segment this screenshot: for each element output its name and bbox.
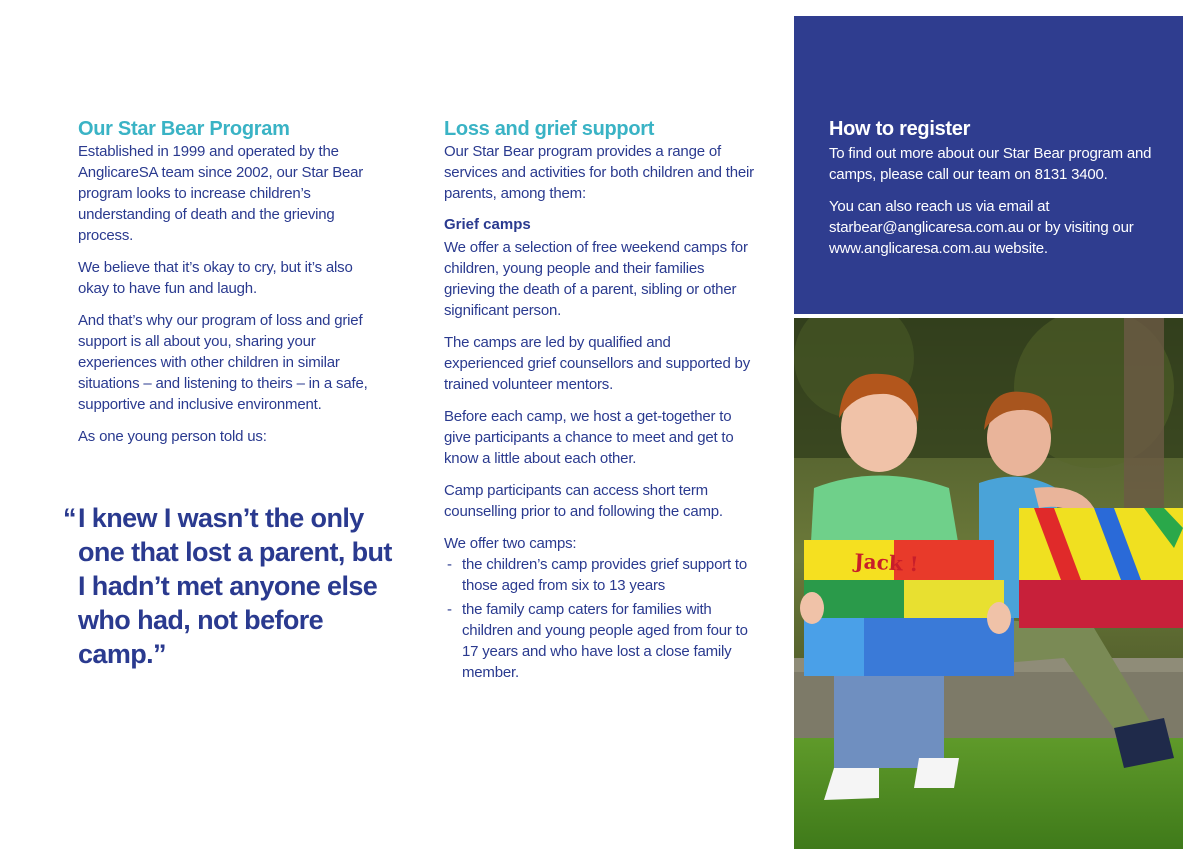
hand (800, 592, 824, 624)
loss-grief-support-section (444, 117, 754, 683)
body-paragraph: We offer two camps: (444, 535, 577, 552)
body-paragraph: The camps are led by qualified and experienced grief counsellors and supported by trained volunteer mentors. (444, 334, 750, 393)
list-item: - the children’s camp provides grief support to those aged from six to 13 years (444, 554, 754, 596)
body-paragraph: Established in 1999 and operated by the AnglicareSA team since 2002, our Star Bear program looks to increase children’s understanding of death and the grieving process. (78, 143, 364, 244)
box-name-label: Jack ! (853, 548, 920, 577)
open-quote-mark: “ (63, 503, 76, 533)
body-paragraph: And that’s why our program of loss and grief support is all about you, sharing your experiences with other children in similar situations – and listening to theirs – in a safe, supportive and inclusive environment. (78, 312, 368, 413)
list-item: - the family camp caters for families with children and young people aged from four to 17 years and who have lost a close family member. (444, 599, 754, 683)
register-panel (794, 16, 1183, 314)
body-paragraph: Camp participants can access short term counselling prior to and following the camp. (444, 482, 723, 520)
right-painted-box (1019, 508, 1183, 628)
pull-quote (63, 501, 398, 671)
subheading: Grief camps (444, 216, 531, 233)
intro-paragraph: Our Star Bear program provides a range of services and activities for both children and their parents, among them: (444, 143, 754, 202)
register-email-paragraph: You can also reach us via email at starbear@anglicaresa.com.au or by visiting our www.anglicaresa.com.au website. (829, 198, 1134, 257)
hand (987, 602, 1011, 634)
register-phone-paragraph: To find out more about our Star Bear program and camps, please call our team on 8131 3400. (829, 145, 1152, 183)
star-bear-program-section (78, 117, 378, 447)
body-paragraph: Before each camp, we host a get-together to give participants a chance to meet and get to know a little about each other. (444, 408, 734, 467)
section-heading: Our Star Bear Program (78, 118, 290, 140)
body-paragraph: We offer a selection of free weekend camps for children, young people and their families grieving the death of a parent, sibling or other significant person. (444, 239, 748, 319)
body-paragraph: As one young person told us: (78, 428, 267, 445)
photo-illustration (794, 318, 1183, 849)
register-heading: How to register (829, 118, 971, 140)
section-heading: Loss and grief support (444, 118, 655, 140)
left-boy-shoe (914, 758, 959, 788)
children-photo (794, 318, 1183, 849)
pull-quote-text: I knew I wasn’t the only one that lost a parent, but I hadn’t met anyone else who had, not before camp.” (78, 503, 392, 669)
camps-list (444, 554, 754, 683)
body-paragraph: We believe that it’s okay to cry, but it’s also okay to have fun and laugh. (78, 259, 353, 297)
